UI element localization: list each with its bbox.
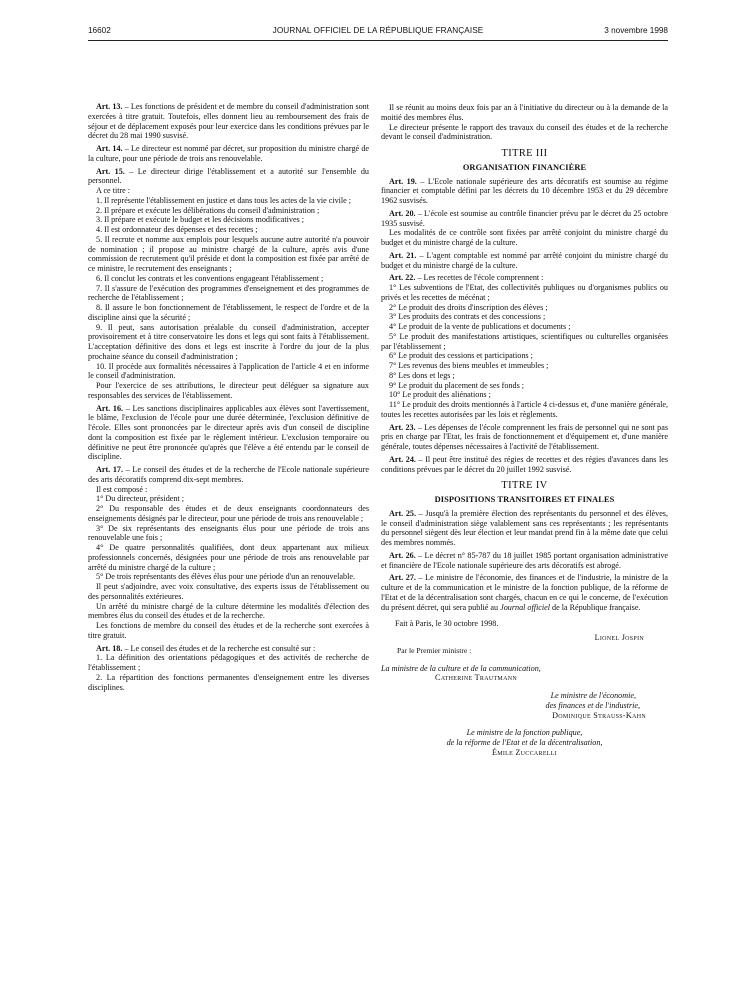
- paragraph-text: 3° Les produits des contrats et des concessions ;: [389, 312, 546, 322]
- right-column: [381, 103, 668, 758]
- article-number: Art. 18.: [96, 643, 123, 653]
- paragraph: [88, 196, 369, 206]
- titre-3-heading: TITRE III: [501, 148, 548, 159]
- paragraph: [381, 312, 668, 322]
- article-text: – Le ministre de l'économie, des finances et de l'industrie, la ministre de la culture et de la communication et le ministre de la fonction publique, de la réforme de l'Etat et de la décentralisation sont chargés, chacun en ce qui le concerne, de l'exécution du présent décret, qui sera publié au: [381, 573, 668, 612]
- ministre-eco-signature: Dominique Strauss-Kahn: [552, 710, 646, 720]
- ministre-fp-title-2: de la réforme de l'Etat et de la décentralisation,: [446, 738, 603, 747]
- paragraph: [88, 303, 369, 323]
- paragraph: [88, 381, 369, 401]
- page-number: 16602: [88, 26, 111, 35]
- pm-signature: Lionel Jospin: [594, 633, 644, 642]
- article-paragraph: [88, 465, 369, 485]
- article-paragraph: [381, 209, 668, 229]
- article-number: Art. 19.: [389, 176, 417, 186]
- paragraph: [381, 283, 668, 303]
- paragraph-text: 3. Il prépare et exécute le budget et les décisions modificatives ;: [96, 215, 305, 225]
- paragraph-text: – Les dépenses de l'école comprennent les frais de personnel qui ne sont pas pris en charge par l'Etat, les frais de fonctionnement et d'équipement et, d'une manière générale, toutes dépenses nécessaires à l'activité de l'établissement.: [381, 422, 669, 451]
- paragraph-text: Les fonctions de membre du conseil des études et de la recherche sont exercées à titre gratuit.: [88, 621, 369, 640]
- paragraph-text: – L'Ecole nationale supérieure des arts décoratifs est soumise au régime financier et comptable défini par les décrets du 10 décembre 1953 et du 29 décembre 1962 susvisés.: [381, 176, 668, 205]
- ministre-culture-title: La ministre de la culture et de la communication,: [381, 663, 541, 673]
- paragraph-text: 1. Il représente l'établissement en justice et dans tous les actes de la vie civile ;: [96, 195, 352, 205]
- article-paragraph: [381, 509, 668, 548]
- paragraph-text: 6° Le produit des cessions et participations ;: [389, 351, 533, 361]
- paragraph-text: 9. Il peut, sans autorisation préalable du conseil d'administration, accepter provisoirement et à titre conservatoire les dons et legs qui sont faits à l'établissement. L'acceptation définitive des dons et legs est inscrite à l'ordre du jour de la plus prochaine séance du conseil d'administration ;: [88, 322, 369, 361]
- signature-block: [381, 619, 668, 757]
- paragraph-text: – L'agent comptable est nommé par arrêté conjoint du ministre chargé du budget et du ministre chargé de la culture.: [381, 250, 668, 270]
- paragraph-text: – Le conseil des études et de la recherche de l'Ecole nationale supérieure des arts décoratifs comprend dix-sept membres.: [88, 465, 369, 484]
- paragraph: [88, 274, 369, 284]
- paragraph-text: A ce titre :: [96, 186, 131, 195]
- paragraph-text: Pour l'exercice de ses attributions, le directeur peut déléguer sa signature aux responsables des services de l'établissement.: [88, 381, 369, 400]
- article-number: Art. 14.: [96, 144, 123, 153]
- paragraph-text: 2° Du responsable des études et de deux enseignants coordonnateurs des enseignements désignés par le directeur, pour une période de trois ans renouvelable ;: [88, 504, 369, 523]
- article-number: Art. 26.: [389, 550, 416, 560]
- paragraph: [381, 381, 668, 391]
- par-le-premier-ministre: Par le Premier ministre :: [397, 645, 472, 655]
- paragraph-text: 5. Il recrute et nomme aux emplois pour lesquels aucune autre autorité n'a pouvoir de nomination ; il propose au ministre chargé de la culture, après avis d'une commission de recrutement qu'il préside et dont la composition est fixée par arrêté de ce ministre, le recrutement des enseignants ;: [88, 234, 369, 273]
- paragraph-text: 2. La répartition des fonctions permanentes d'enseignement entre les diverses disciplines.: [88, 672, 369, 692]
- paragraph-text: 1° Les subventions de l'Etat, des collectivités publiques ou d'organismes publics ou privés et les recettes de mécénat ;: [381, 283, 668, 302]
- paragraph-text: 5° De trois représentants des élèves élus pour une période d'un an renouvelable.: [96, 572, 355, 582]
- paragraph-text: 4. Il est ordonnateur des dépenses et des recettes ;: [96, 225, 258, 234]
- final-articles: [381, 509, 668, 571]
- paragraph-text: 11° Le produit des droits mentionnés à l'article 4 ci-dessus et, d'une manière générale, toutes les recettes autorisées par les lois et règlements.: [381, 400, 668, 419]
- article-paragraph: [88, 144, 369, 164]
- paragraph: [381, 228, 668, 248]
- paragraph: [88, 235, 369, 274]
- paragraph-text: 4° Le produit de la vente de publications et documents ;: [389, 322, 571, 331]
- paragraph-text: – Le décret n° 85-787 du 18 juillet 1985 portant organisation administrative et financière de l'Ecole nationale supérieure des arts décoratifs est abrogé.: [381, 550, 668, 570]
- paragraph-text: – Le conseil des études et de la recherche est consulté sur :: [122, 643, 316, 653]
- paragraph: [381, 400, 668, 420]
- paragraph: [381, 322, 668, 332]
- article-paragraph: [381, 551, 668, 571]
- ministre-fp-signature: Émile Zuccarelli: [491, 747, 558, 757]
- paragraph: [88, 186, 369, 196]
- issue-date: 3 novembre 1998: [604, 26, 668, 35]
- paragraph: Il se réunit au moins deux fois par an à l'initiative du directeur ou à la demande de la moitié des membres élus.: [381, 103, 668, 122]
- paragraph: [88, 215, 369, 225]
- paragraph: [88, 524, 369, 544]
- article-paragraph: [381, 455, 668, 475]
- paragraph-text: 5° Le produit des manifestations artistiques, scientifiques ou culturelles organisées par l'établissement ;: [381, 331, 668, 351]
- paragraph-text: Il peut s'adjoindre, avec voix consultative, des experts issus de l'établissement ou des personnalités extérieures.: [88, 582, 369, 601]
- paragraph-text: 7. Il s'assure de l'exécution des programmes d'enseignement et des programmes de recherche de l'établissement ;: [88, 283, 369, 303]
- paragraph-text: – Le directeur est nommé par décret, sur proposition du ministre chargé de la culture, pour une période de trois ans renouvelable.: [88, 144, 369, 163]
- header-rule: [88, 40, 668, 41]
- paragraph-text: 1° Du directeur, président ;: [96, 494, 184, 504]
- fait-a-paris: Fait à Paris, le 30 octobre 1998.: [395, 619, 499, 629]
- paragraph-text: 6. Il conclut les contrats et les conventions engageant l'établissement ;: [96, 273, 324, 283]
- paragraph-text: 4° De quatre personnalités qualifiées, dont deux appartenant aux milieux professionnels concernés, désignées pour une période de trois ans renouvelable par arrêté du ministre chargé de la culture ;: [88, 543, 369, 572]
- paragraph: [88, 602, 369, 622]
- paragraph: [88, 225, 369, 235]
- ministre-culture-signature: Catherine Trautmann: [435, 673, 517, 683]
- article-paragraph: [381, 273, 668, 283]
- article-paragraph: [88, 404, 369, 463]
- paragraph: [88, 323, 369, 362]
- page-header: [88, 26, 668, 38]
- right-intro: [381, 103, 668, 142]
- paragraph: [88, 206, 369, 216]
- article-number: Art. 15.: [96, 166, 125, 176]
- paragraph: [381, 361, 668, 371]
- ministre-eco-title-2: des finances et de l'industrie,: [545, 700, 640, 710]
- journal-officiel-ref: Journal officiel: [500, 602, 550, 612]
- paragraph-text: – Les fonctions de président et de membre du conseil d'administration sont exercées à titre gratuit. Toutefois, elles donnent lieu au remboursement des frais de séjour et de déplacement exposés pour leur exercice dans les conditions prévues par le décret du 28 mai 1990 susvisé.: [88, 102, 369, 141]
- paragraph: [88, 485, 369, 495]
- paragraph: [88, 621, 369, 641]
- article-number: Art. 16.: [96, 403, 124, 413]
- paragraph: [381, 332, 668, 352]
- article-paragraph: [381, 251, 668, 271]
- article-paragraph: [88, 167, 369, 187]
- article-number: Art. 20.: [389, 208, 416, 218]
- article-paragraph: [381, 177, 668, 206]
- paragraph: [88, 572, 369, 582]
- article-number: Art. 22.: [389, 273, 416, 283]
- paragraph: [88, 543, 369, 572]
- paragraph-text: – Jusqu'à la première élection des représentants du personnel et des élèves, le conseil d'administration siège valablement sans ces représentants ; les représentants du personnel siègent dès leur élection et leur mandat prend fin à la même date que celui des membres nommés.: [381, 508, 668, 547]
- article-paragraph: [381, 423, 668, 452]
- paragraph-text: 10. Il procède aux formalités nécessaires à l'application de l'article 4 et en informe le conseil d'administration.: [88, 361, 369, 381]
- paragraph: [381, 390, 668, 400]
- paragraph-text: 8. Il assure le bon fonctionnement de l'établissement, le respect de l'ordre et de la discipline ainsi que la sécurité ;: [88, 303, 369, 322]
- paragraph-text: 10° Le produit des aliénations ;: [389, 390, 491, 400]
- ministre-eco-title-1: Le ministre de l'économie,: [550, 691, 636, 700]
- paragraph-text: Il est composé :: [96, 484, 148, 494]
- paragraph-text: 1. La définition des orientations pédagogiques et des activités de recherche de l'établissement ;: [88, 653, 369, 672]
- article-text-end: de la République française.: [550, 602, 641, 612]
- article-27: [381, 573, 668, 612]
- article-paragraph: [88, 102, 369, 141]
- paragraph: [381, 303, 668, 313]
- paragraph-text: – Les sanctions disciplinaires applicables aux élèves sont l'avertissement, le blâme, l'exclusion de l'école pour une durée déterminée, l'exclusion définitive de l'école. Elles sont prononcées par le directeur après avis d'un conseil de discipline dont la composition est fixée par le règlement intérieur. L'exclusion temporaire ou définitive ne peut être prononcée qu'après que l'élève a été entendu par le conseil de discipline.: [88, 403, 369, 462]
- paragraph-text: Un arrêté du ministre chargé de la culture détermine les modalités d'élection des membres élus du conseil des études et de la recherche.: [88, 601, 369, 621]
- paragraph-text: 2. Il prépare et exécute les délibérations du conseil d'administration ;: [96, 205, 320, 215]
- paragraph: [88, 504, 369, 524]
- article-number: Art. 24.: [389, 454, 416, 464]
- paragraph-text: – Il peut être institué des régies de recettes et des régies d'avances dans les conditions prévues par le décret du 20 juillet 1992 susvisé.: [381, 454, 668, 474]
- finance-articles: [381, 177, 668, 475]
- paragraph-text: – Les recettes de l'école comprennent :: [415, 273, 544, 283]
- paragraph: [88, 582, 369, 602]
- paragraph-text: – L'école est soumise au contrôle financier prévu par le décret du 25 octobre 1935 susvisé.: [381, 208, 669, 228]
- article-number: Art. 17.: [96, 465, 124, 474]
- article-number: Art. 21.: [389, 250, 417, 260]
- article-number: Art. 25.: [389, 508, 416, 518]
- paragraph: [88, 284, 369, 304]
- paragraph: [88, 653, 369, 673]
- paragraph-text: Les modalités de ce contrôle sont fixées par arrêté conjoint du ministre chargé du budget et du ministre chargé de la culture.: [381, 228, 668, 247]
- left-column: [88, 102, 369, 692]
- paragraph-text: 9° Le produit du placement de ses fonds ;: [389, 380, 525, 390]
- paragraph-text: 3° De six représentants des enseignants élus pour une période de trois ans renouvelable une fois ;: [88, 523, 369, 543]
- journal-title: JOURNAL OFFICIEL DE LA RÉPUBLIQUE FRANÇAISE: [272, 26, 484, 35]
- paragraph-text: 7° Les revenus des biens meubles et immeubles ;: [389, 361, 549, 370]
- article-number: Art. 27.: [389, 573, 416, 583]
- ministre-fp-title-1: Le ministre de la fonction publique,: [466, 728, 583, 738]
- paragraph-text: – Le directeur dirige l'établissement et a autorité sur l'ensemble du personnel.: [88, 166, 369, 186]
- paragraph: [88, 494, 369, 504]
- paragraph: [381, 351, 668, 361]
- paragraph-text: 8° Les dons et legs ;: [389, 370, 455, 380]
- paragraph: [381, 371, 668, 381]
- paragraph-text: 2° Le produit des droits d'inscription des élèves ;: [389, 302, 548, 312]
- article-paragraph: [88, 644, 369, 654]
- paragraph: Le directeur présente le rapport des travaux du conseil des études et de la recherche devant le conseil d'administration.: [381, 122, 668, 142]
- paragraph: [88, 673, 369, 693]
- article-number: Art. 13.: [96, 102, 123, 111]
- titre-3-subheading: ORGANISATION FINANCIÈRE: [462, 162, 587, 172]
- titre-4-heading: TITRE IV: [501, 480, 548, 492]
- article-number: Art. 23.: [389, 422, 416, 432]
- paragraph: [88, 362, 369, 382]
- titre-4-subheading: DISPOSITIONS TRANSITOIRES ET FINALES: [434, 495, 615, 504]
